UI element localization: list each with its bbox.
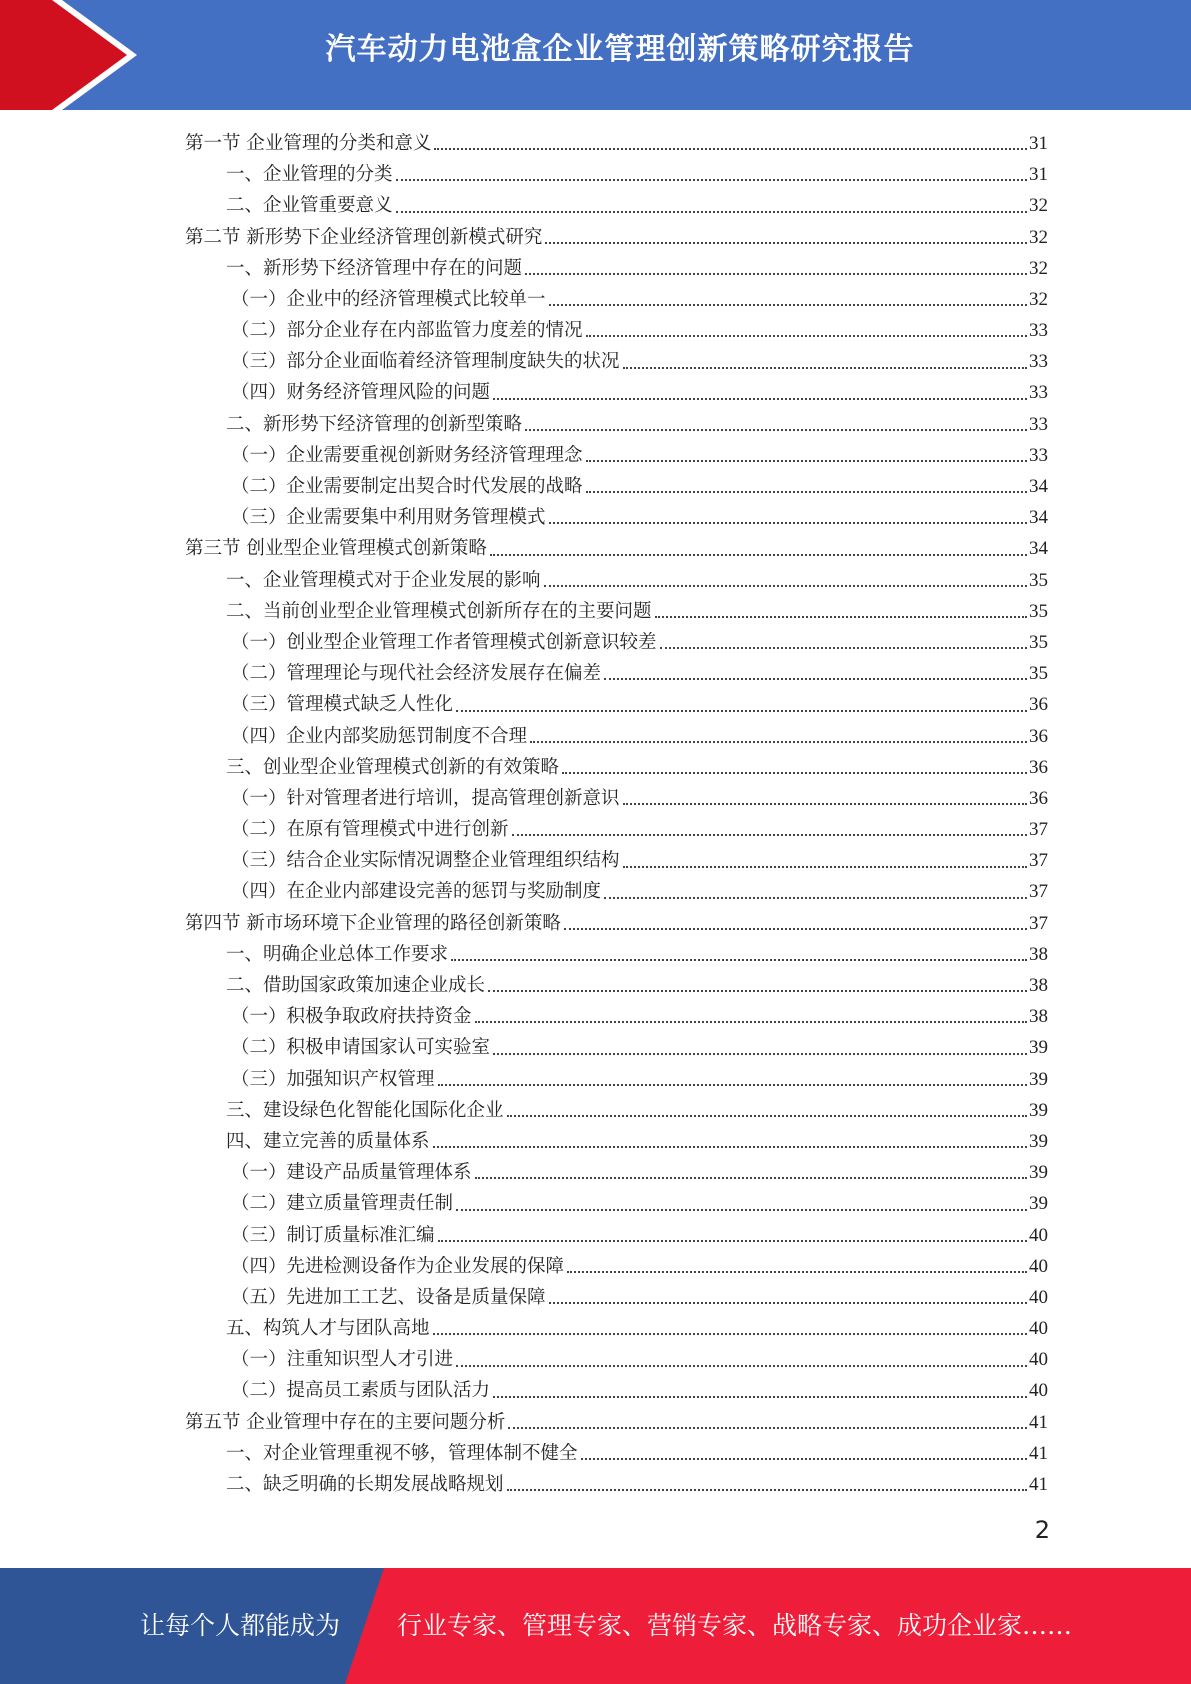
toc-entry-page: 41 — [1029, 1411, 1048, 1433]
toc-entry[interactable] — [185, 721, 1048, 752]
toc-entry[interactable] — [185, 471, 1048, 502]
toc-entry[interactable] — [185, 128, 1048, 159]
toc-entry[interactable] — [185, 689, 1048, 720]
toc-dot-leader — [438, 1084, 1027, 1086]
toc-entry[interactable] — [185, 877, 1048, 908]
toc-entry[interactable] — [185, 222, 1048, 253]
toc-entry-page: 36 — [1029, 787, 1048, 809]
toc-entry[interactable] — [185, 1126, 1048, 1157]
toc-entry-page: 37 — [1029, 819, 1048, 841]
toc-entry-page: 34 — [1029, 476, 1048, 498]
toc-entry-page: 37 — [1029, 881, 1048, 903]
toc-entry-page: 33 — [1029, 444, 1048, 466]
toc-entry-title: （二）企业需要制定出契合时代发展的战略 — [231, 476, 583, 498]
toc-entry-title: 二、缺乏明确的长期发展战略规划 — [226, 1474, 504, 1496]
toc-dot-leader — [549, 1302, 1027, 1304]
toc-dot-leader — [438, 1240, 1027, 1242]
toc-entry[interactable] — [185, 409, 1048, 440]
toc-entry-page: 34 — [1029, 507, 1048, 529]
toc-entry-title: （二）管理理论与现代社会经济发展存在偏差 — [231, 663, 602, 685]
toc-entry[interactable] — [185, 845, 1048, 876]
toc-entry-page: 32 — [1029, 195, 1048, 217]
toc-dot-leader — [396, 211, 1027, 213]
toc-entry[interactable] — [185, 440, 1048, 471]
toc-entry[interactable] — [185, 970, 1048, 1001]
toc-entry-title: （一）建设产品质量管理体系 — [231, 1162, 472, 1184]
toc-entry[interactable] — [185, 1344, 1048, 1375]
toc-dot-leader — [530, 741, 1027, 743]
toc-dot-leader — [507, 1489, 1027, 1491]
table-of-contents — [185, 128, 1048, 1500]
toc-entry[interactable] — [185, 1469, 1048, 1500]
toc-entry[interactable] — [185, 190, 1048, 221]
toc-entry[interactable] — [185, 783, 1048, 814]
toc-entry-title: （一）针对管理者进行培训，提高管理创新意识 — [231, 787, 620, 809]
toc-entry-title: （四）先进检测设备作为企业发展的保障 — [231, 1255, 565, 1277]
toc-dot-leader — [434, 148, 1027, 150]
toc-entry-page: 33 — [1029, 351, 1048, 373]
toc-dot-leader — [488, 990, 1027, 992]
toc-entry[interactable] — [185, 1188, 1048, 1219]
toc-dot-leader — [508, 1427, 1027, 1429]
toc-dot-leader — [433, 1146, 1027, 1148]
toc-dot-leader — [451, 959, 1027, 961]
toc-dot-leader — [525, 429, 1027, 431]
toc-entry-title: 第五节 企业管理中存在的主要问题分析 — [185, 1411, 506, 1433]
toc-entry-title: 一、新形势下经济管理中存在的问题 — [226, 257, 523, 279]
toc-entry-page: 35 — [1029, 600, 1048, 622]
toc-entry-title: （一）积极争取政府扶持资金 — [231, 1006, 472, 1028]
page-footer — [0, 1568, 1191, 1684]
toc-entry-title: （二）积极申请国家认可实验室 — [231, 1037, 491, 1059]
toc-entry[interactable] — [185, 315, 1048, 346]
toc-entry[interactable] — [185, 1064, 1048, 1095]
toc-entry-title: （三）加强知识产权管理 — [231, 1068, 435, 1090]
toc-dot-leader — [545, 242, 1027, 244]
toc-entry-title: （一）创业型企业管理工作者管理模式创新意识较差 — [231, 631, 657, 653]
toc-entry-page: 39 — [1029, 1193, 1048, 1215]
toc-entry-page: 37 — [1029, 912, 1048, 934]
toc-entry[interactable] — [185, 627, 1048, 658]
toc-entry[interactable] — [185, 378, 1048, 409]
toc-entry-title: （四）财务经济管理风险的问题 — [231, 382, 491, 404]
toc-entry-page: 33 — [1029, 382, 1048, 404]
toc-dot-leader — [493, 1396, 1027, 1398]
toc-entry[interactable] — [185, 1095, 1048, 1126]
toc-entry[interactable] — [185, 284, 1048, 315]
toc-entry-page: 34 — [1029, 538, 1048, 560]
toc-entry-page: 40 — [1029, 1318, 1048, 1340]
header-arrow-decoration — [0, 0, 150, 110]
toc-entry-title: 一、对企业管理重视不够，管理体制不健全 — [226, 1442, 578, 1464]
toc-entry-page: 36 — [1029, 694, 1048, 716]
toc-entry-page: 33 — [1029, 413, 1048, 435]
toc-entry-title: 五、构筑人才与团队高地 — [226, 1318, 430, 1340]
toc-entry-page: 35 — [1029, 663, 1048, 685]
toc-entry-page: 35 — [1029, 569, 1048, 591]
toc-entry-title: 一、企业管理的分类 — [226, 164, 393, 186]
toc-dot-leader — [581, 1458, 1027, 1460]
toc-entry-title: （二）部分企业存在内部监管力度差的情况 — [231, 320, 583, 342]
toc-entry-page: 41 — [1029, 1442, 1048, 1464]
toc-entry[interactable] — [185, 346, 1048, 377]
toc-entry-title: （四）在企业内部建设完善的惩罚与奖励制度 — [231, 881, 602, 903]
toc-dot-leader — [604, 897, 1027, 899]
document-title: 汽车动力电池盒企业管理创新策略研究报告 — [325, 32, 915, 67]
toc-entry-title: 第四节 新市场环境下企业管理的路径创新策略 — [185, 912, 561, 934]
toc-dot-leader — [586, 491, 1027, 493]
toc-entry-page: 40 — [1029, 1255, 1048, 1277]
toc-entry[interactable] — [185, 1282, 1048, 1313]
toc-entry[interactable] — [185, 533, 1048, 564]
toc-entry-title: 二、借助国家政策加速企业成长 — [226, 975, 486, 997]
toc-entry-page: 39 — [1029, 1099, 1048, 1121]
toc-entry-title: 二、当前创业型企业管理模式创新所存在的主要问题 — [226, 600, 652, 622]
toc-dot-leader — [655, 616, 1027, 618]
toc-entry[interactable] — [185, 1407, 1048, 1438]
toc-dot-leader — [456, 710, 1027, 712]
toc-dot-leader — [549, 522, 1027, 524]
toc-entry[interactable] — [185, 1313, 1048, 1344]
toc-entry-title: 二、企业管重要意义 — [226, 195, 393, 217]
toc-dot-leader — [433, 1333, 1027, 1335]
toc-dot-leader — [525, 273, 1027, 275]
toc-entry-page: 38 — [1029, 1006, 1048, 1028]
toc-entry[interactable] — [185, 253, 1048, 284]
toc-entry-page: 33 — [1029, 320, 1048, 342]
toc-dot-leader — [493, 398, 1027, 400]
toc-dot-leader — [475, 1177, 1027, 1179]
toc-dot-leader — [660, 647, 1027, 649]
toc-entry-page: 40 — [1029, 1349, 1048, 1371]
toc-entry[interactable] — [185, 752, 1048, 783]
toc-dot-leader — [567, 1271, 1027, 1273]
toc-entry[interactable] — [185, 1438, 1048, 1469]
toc-entry-title: 四、建立完善的质量体系 — [226, 1130, 430, 1152]
toc-entry-page: 32 — [1029, 257, 1048, 279]
toc-entry-title: （四）企业内部奖励惩罚制度不合理 — [231, 725, 528, 747]
toc-entry-title: 三、创业型企业管理模式创新的有效策略 — [226, 756, 560, 778]
toc-entry-title: （二）建立质量管理责任制 — [231, 1193, 454, 1215]
toc-dot-leader — [507, 1115, 1027, 1117]
toc-entry-title: （一）企业需要重视创新财务经济管理理念 — [231, 444, 583, 466]
toc-entry-page: 39 — [1029, 1068, 1048, 1090]
toc-entry[interactable] — [185, 814, 1048, 845]
toc-entry-page: 31 — [1029, 132, 1048, 154]
toc-entry-title: 一、明确企业总体工作要求 — [226, 943, 449, 965]
toc-entry-title: 第一节 企业管理的分类和意义 — [185, 132, 432, 154]
toc-entry[interactable] — [185, 658, 1048, 689]
toc-dot-leader — [456, 1209, 1027, 1211]
toc-entry-title: （三）制订质量标准汇编 — [231, 1224, 435, 1246]
toc-entry-page: 31 — [1029, 164, 1048, 186]
toc-entry-title: 第三节 创业型企业管理模式创新策略 — [185, 538, 487, 560]
toc-dot-leader — [562, 772, 1027, 774]
toc-dot-leader — [490, 554, 1027, 556]
toc-entry-page: 40 — [1029, 1286, 1048, 1308]
page-number: 2 — [1034, 1516, 1050, 1544]
toc-entry[interactable] — [185, 159, 1048, 190]
toc-entry-page: 40 — [1029, 1380, 1048, 1402]
footer-slogan-left: 让每个人都能成为 — [140, 1611, 341, 1640]
toc-entry-title: 二、新形势下经济管理的创新型策略 — [226, 413, 523, 435]
toc-dot-leader — [549, 304, 1027, 306]
toc-entry-page: 36 — [1029, 756, 1048, 778]
toc-entry-title: （一）企业中的经济管理模式比较单一 — [231, 288, 546, 310]
toc-entry-page: 38 — [1029, 943, 1048, 965]
toc-entry[interactable] — [185, 1220, 1048, 1251]
toc-entry[interactable] — [185, 1001, 1048, 1032]
page-header — [0, 0, 1191, 110]
toc-entry-page: 39 — [1029, 1130, 1048, 1152]
toc-entry[interactable] — [185, 1251, 1048, 1282]
toc-entry[interactable] — [185, 1032, 1048, 1063]
toc-entry-page: 39 — [1029, 1037, 1048, 1059]
toc-dot-leader — [456, 1365, 1027, 1367]
toc-dot-leader — [475, 1021, 1027, 1023]
toc-dot-leader — [623, 803, 1027, 805]
toc-dot-leader — [396, 179, 1027, 181]
toc-entry[interactable] — [185, 939, 1048, 970]
toc-entry[interactable] — [185, 1376, 1048, 1407]
toc-entry-title: 三、建设绿色化智能化国际化企业 — [226, 1099, 504, 1121]
toc-entry-title: （三）部分企业面临着经济管理制度缺失的状况 — [231, 351, 620, 373]
toc-entry-page: 37 — [1029, 850, 1048, 872]
toc-dot-leader — [586, 335, 1027, 337]
toc-dot-leader — [623, 866, 1027, 868]
toc-entry-page: 41 — [1029, 1474, 1048, 1496]
toc-entry-title: （一）注重知识型人才引进 — [231, 1349, 454, 1371]
toc-dot-leader — [564, 928, 1027, 930]
toc-entry-title: （三）结合企业实际情况调整企业管理组织结构 — [231, 850, 620, 872]
footer-slogan-right: 行业专家、管理专家、营销专家、战略专家、成功企业家…… — [397, 1611, 1073, 1640]
toc-dot-leader — [623, 367, 1027, 369]
toc-entry[interactable] — [185, 908, 1048, 939]
toc-entry-page: 32 — [1029, 226, 1048, 248]
toc-dot-leader — [604, 678, 1027, 680]
toc-entry-page: 38 — [1029, 975, 1048, 997]
toc-entry-title: （二）在原有管理模式中进行创新 — [231, 819, 509, 841]
toc-entry-page: 36 — [1029, 725, 1048, 747]
toc-dot-leader — [493, 1053, 1027, 1055]
toc-entry[interactable] — [185, 502, 1048, 533]
toc-entry-title: （三）管理模式缺乏人性化 — [231, 694, 454, 716]
toc-dot-leader — [512, 834, 1027, 836]
toc-entry-title: （三）企业需要集中利用财务管理模式 — [231, 507, 546, 529]
toc-entry-title: （二）提高员工素质与团队活力 — [231, 1380, 491, 1402]
toc-entry[interactable] — [185, 596, 1048, 627]
toc-entry-page: 40 — [1029, 1224, 1048, 1246]
toc-entry-title: 第二节 新形势下企业经济管理创新模式研究 — [185, 226, 543, 248]
toc-entry-page: 32 — [1029, 288, 1048, 310]
toc-entry-page: 35 — [1029, 631, 1048, 653]
toc-entry-page: 39 — [1029, 1162, 1048, 1184]
toc-dot-leader — [544, 585, 1027, 587]
toc-entry-title: 一、企业管理模式对于企业发展的影响 — [226, 569, 541, 591]
toc-entry-title: （五）先进加工工艺、设备是质量保障 — [231, 1286, 546, 1308]
toc-entry[interactable] — [185, 1157, 1048, 1188]
toc-entry[interactable] — [185, 565, 1048, 596]
toc-dot-leader — [586, 460, 1027, 462]
